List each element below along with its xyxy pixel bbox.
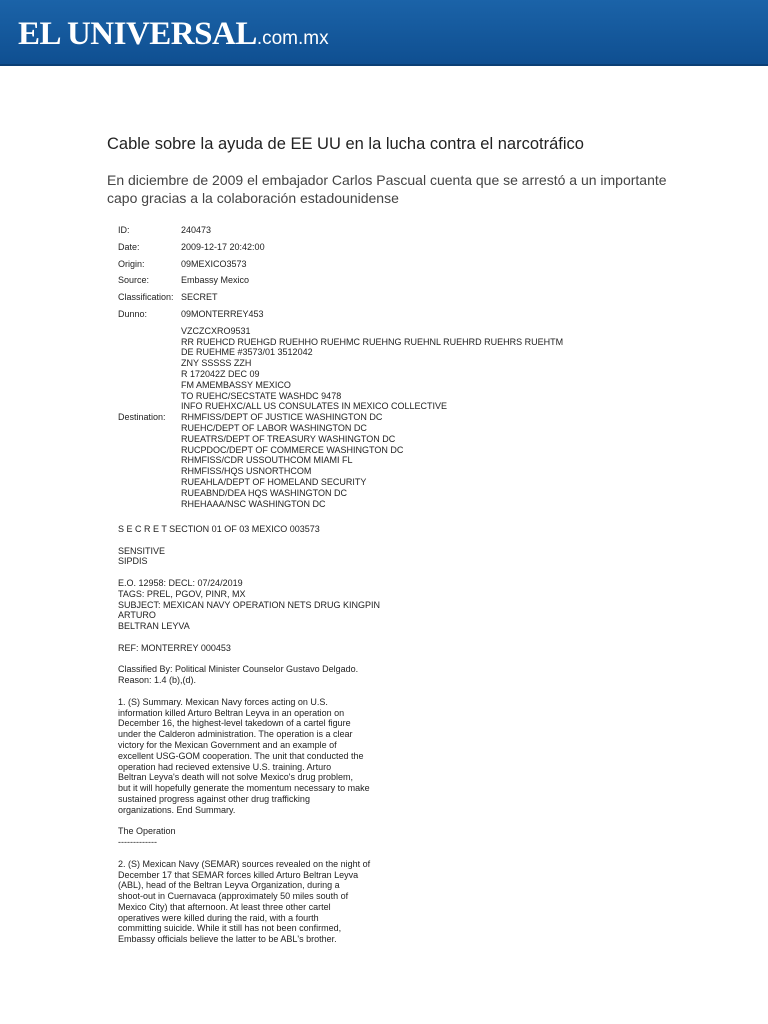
destination-line: ZNY SSSSS ZZH xyxy=(181,358,252,369)
cable-paragraph: The Operation ------------- xyxy=(118,826,176,848)
article-subtitle: En diciembre de 2009 el embajador Carlos Pascual cuenta que se arrestó a un importante capo gracias a la colaboración estadounidense xyxy=(107,172,667,206)
destination-line: DE RUEHME #3573/01 3512042 xyxy=(181,347,313,358)
cable-field-label: Origin: xyxy=(118,258,145,269)
destination-line: RUEAHLA/DEPT OF HOMELAND SECURITY xyxy=(181,476,367,487)
cable-paragraph: 1. (S) Summary. Mexican Navy forces acting on U.S. information killed Arturo Beltran Leyva in an operation on December 16, the highest-level takedown of a cartel figure under the Calderon administration. The operation is a clear victory for the Mexican Government and an example of excellent USG-GOM cooperation. The unit that conducted the operation had recieved extensive U.S. training. Arturo Beltran Leyva's death will not solve Mexico's drug problem, but it will hopefully generate the momentum necessary to make sustained progress against other drug trafficking organizations. End Summary. xyxy=(118,696,370,815)
cable-metadata-table xyxy=(118,225,563,509)
cable-field-label: Dunno: xyxy=(118,308,148,319)
logo-text: EL UNIVERSAL xyxy=(18,16,257,52)
cable-field-value: 09MEXICO3573 xyxy=(181,258,247,269)
cable-destination-lines xyxy=(181,326,563,510)
logo-suffix: .com.mx xyxy=(256,28,329,49)
cable-field-value: 2009-12-17 20:42:00 xyxy=(181,241,265,252)
cable-field-value: SECRET xyxy=(181,292,218,303)
cable-field-row xyxy=(118,309,563,326)
destination-line: RUCPDOC/DEPT OF COMMERCE WASHINGTON DC xyxy=(181,444,404,455)
cable-paragraph: REF: MONTERREY 000453 xyxy=(118,642,231,653)
cable-field-label: Date: xyxy=(118,241,140,252)
cable-field-label: Source: xyxy=(118,275,150,286)
cable-paragraph: S E C R E T SECTION 01 OF 03 MEXICO 003573 xyxy=(118,524,320,534)
cable-field-row xyxy=(118,242,563,259)
cable-field-value: 240473 xyxy=(181,225,212,235)
cable-destination-label: Destination: xyxy=(118,412,166,423)
destination-line: RUEHC/DEPT OF LABOR WASHINGTON DC xyxy=(181,422,367,433)
cable-paragraph: SENSITIVE SIPDIS xyxy=(118,545,166,567)
cable-field-row xyxy=(118,275,563,292)
destination-line: RUEABND/DEA HQS WASHINGTON DC xyxy=(181,487,348,498)
cable-paragraph: Classified By: Political Minister Counselor Gustavo Delgado. Reason: 1.4 (b),(d). xyxy=(118,664,359,686)
cable-field-row xyxy=(118,292,563,309)
cable-field-label: ID: xyxy=(118,225,130,235)
destination-line: RHEHAAA/NSC WASHINGTON DC xyxy=(181,498,326,509)
destination-line: RHMFISS/HQS USNORTHCOM xyxy=(181,466,312,477)
cable-field-row xyxy=(118,259,563,276)
cable-field-value: 09MONTERREY453 xyxy=(181,308,264,319)
destination-line: RR RUEHCD RUEHGD RUEHHO RUEHMC RUEHNG RUEHNL RUEHRD RUEHRS RUEHTM xyxy=(181,336,564,347)
destination-line: FM AMEMBASSY MEXICO xyxy=(181,379,291,390)
cable-destination-row xyxy=(118,326,563,510)
cable-field-value: Embassy Mexico xyxy=(181,275,250,286)
cable-paragraph: 2. (S) Mexican Navy (SEMAR) sources revealed on the night of December 17 that SEMAR forces killed Arturo Beltran Leyva (ABL), head of the Beltran Leyva Organization, during a shoot-out in Cuernavaca (approximately 50 miles south of Mexico City) that afternoon. At least three other cartel operatives were killed during the raid, with a fourth committing suicide. While it still has not been confirmed, Embassy officials believe the latter to be ABL's brother. xyxy=(118,858,371,945)
cable-field-row xyxy=(118,225,563,242)
site-header xyxy=(0,0,768,66)
destination-line: RHMFISS/DEPT OF JUSTICE WASHINGTON DC xyxy=(181,412,383,423)
article-title: Cable sobre la ayuda de EE UU en la lucha contra el narcotráfico xyxy=(107,135,584,153)
destination-line: RUEATRS/DEPT OF TREASURY WASHINGTON DC xyxy=(181,433,396,444)
destination-line: VZCZCXRO9531 xyxy=(181,325,251,336)
destination-line: TO RUEHC/SECSTATE WASHDC 9478 xyxy=(181,390,342,401)
destination-line: INFO RUEHXC/ALL US CONSULATES IN MEXICO COLLECTIVE xyxy=(181,401,448,412)
destination-line: RHMFISS/CDR USSOUTHCOM MIAMI FL xyxy=(181,455,353,466)
destination-line: R 172042Z DEC 09 xyxy=(181,368,260,379)
site-logo[interactable] xyxy=(18,14,329,59)
cable-field-label: Classification: xyxy=(118,292,174,303)
cable-paragraph: E.O. 12958: DECL: 07/24/2019 TAGS: PREL, PGOV, PINR, MX SUBJECT: MEXICAN NAVY OPERATION NETS DRUG KINGPIN ARTURO BELTRAN LEYVA xyxy=(118,577,381,632)
cable-body xyxy=(118,524,418,956)
